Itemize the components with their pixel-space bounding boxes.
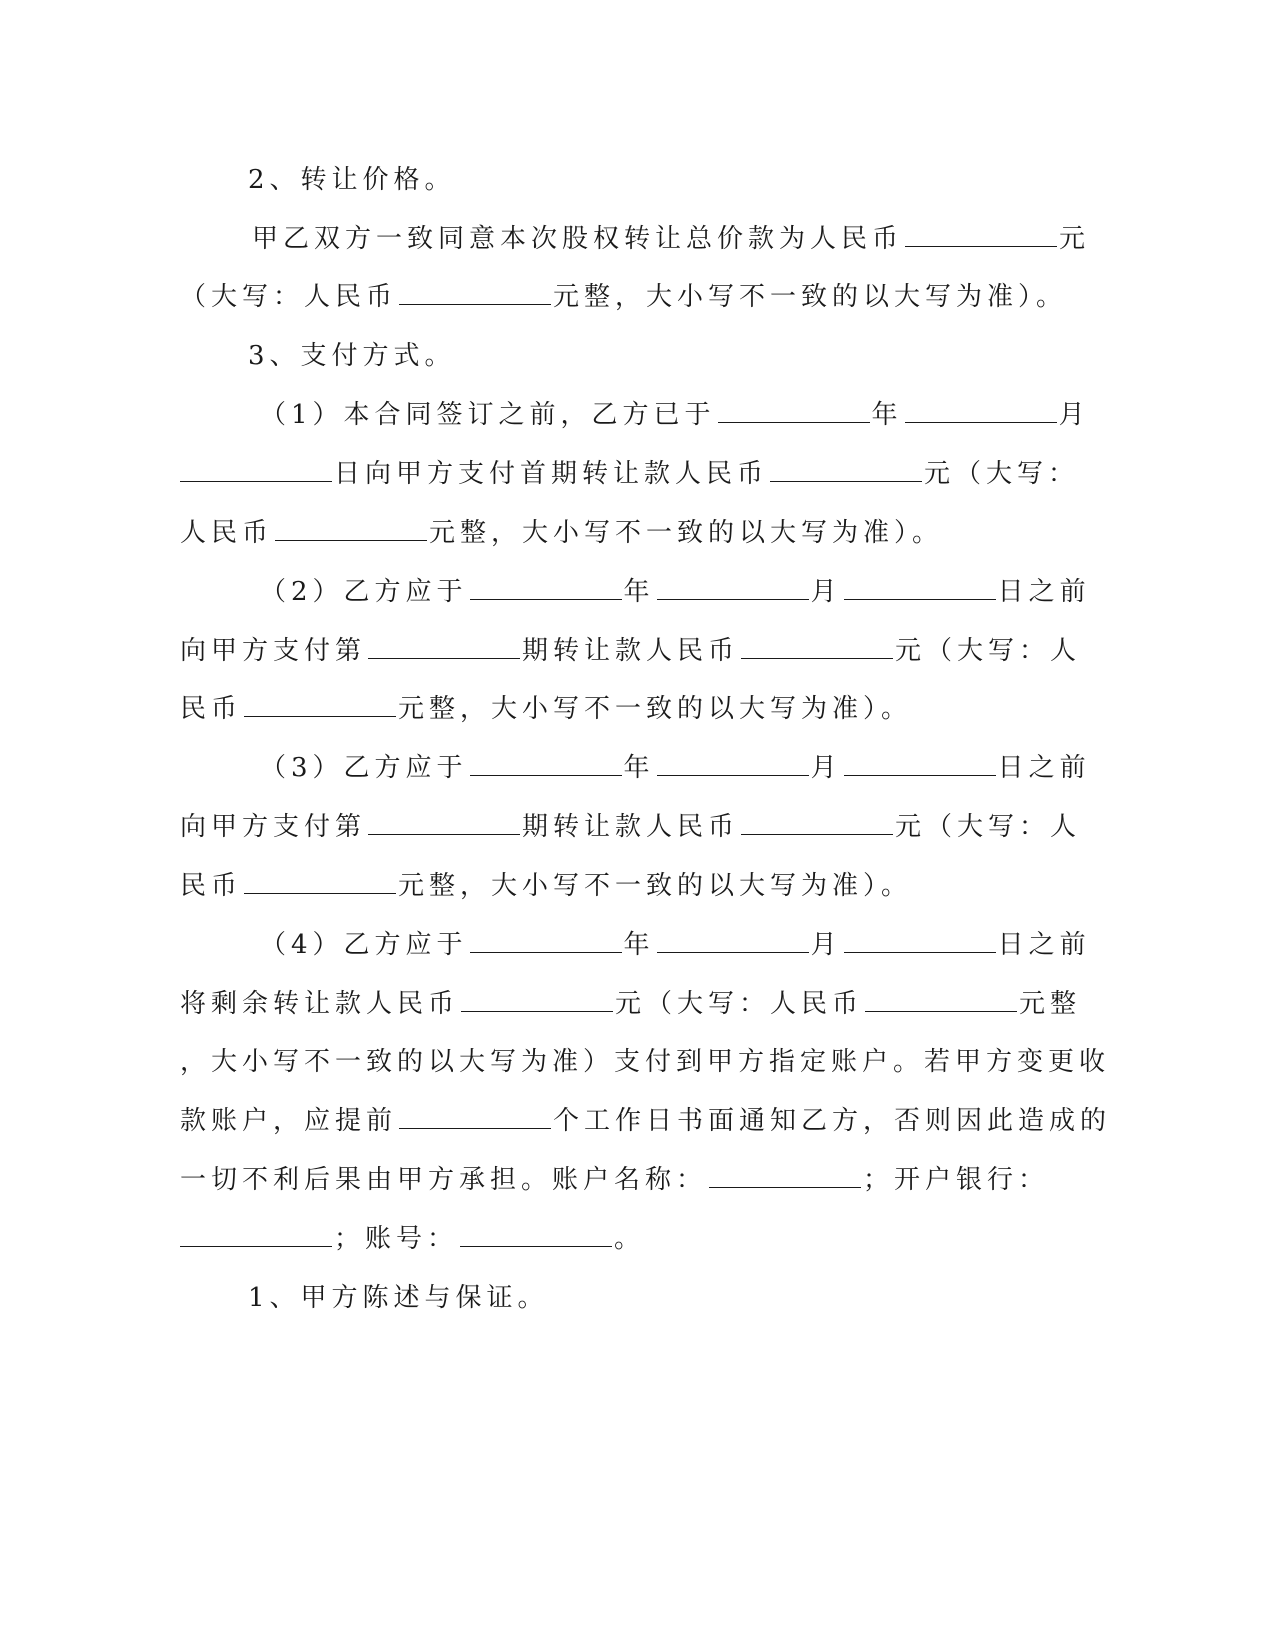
text-segment: 元整，大小写不一致的以大写为准）。: [398, 871, 913, 901]
text-segment: 元: [1059, 224, 1091, 254]
text-segment: 元整，大小写不一致的以大写为准）。: [398, 694, 913, 724]
text-segment: 将剩余转让款人民币: [180, 989, 460, 1019]
text-segment: 年: [623, 930, 655, 960]
amount-words-blank[interactable]: [275, 538, 427, 541]
clause-2-line-1: [260, 572, 1091, 612]
text-segment: （大写：人民币: [180, 282, 398, 312]
text-segment: （2）乙方应于: [260, 577, 468, 607]
text-segment: 月: [810, 930, 842, 960]
clause-4-line-2: [180, 984, 1081, 1024]
text-segment: 一切不利后果由甲方承担。账户名称：: [180, 1165, 708, 1195]
day-blank[interactable]: [844, 773, 996, 776]
heading-text: 3、支付方式。: [248, 341, 456, 371]
text-segment: 日之前: [997, 577, 1091, 607]
text-segment: 元（大写：人民币: [615, 989, 864, 1019]
text-segment: 款账户，应提前: [180, 1106, 398, 1136]
amount-words-blank[interactable]: [399, 302, 551, 305]
text-segment: 月: [810, 577, 842, 607]
clause-4-line-1: [260, 925, 1091, 965]
amount-words-blank[interactable]: [244, 714, 396, 717]
clause-2-line-2: [180, 631, 1081, 671]
clause-4-line-5: [180, 1160, 1049, 1200]
text-segment: 民币: [180, 871, 243, 901]
day-blank[interactable]: [844, 950, 996, 953]
month-blank[interactable]: [905, 420, 1057, 423]
price-paragraph-line-1: [252, 219, 1090, 259]
text-segment: 元整: [1019, 989, 1082, 1019]
amount-blank[interactable]: [770, 479, 922, 482]
clause-4-line-3: [180, 1042, 1110, 1082]
text-segment: 。: [614, 1224, 646, 1254]
account-name-blank[interactable]: [709, 1185, 861, 1188]
text-segment: 元（大写：: [924, 459, 1080, 489]
text-segment: 年: [623, 577, 655, 607]
amount-blank[interactable]: [461, 1009, 613, 1012]
section-heading-transfer-price: [248, 160, 456, 200]
month-blank[interactable]: [657, 773, 809, 776]
clause-1-line-2: [178, 454, 1079, 494]
text-segment: 元（大写：人: [895, 636, 1082, 666]
text-segment: 年: [871, 400, 903, 430]
text-segment: ，大小写不一致的以大写为准）支付到甲方指定账户。若甲方变更收: [180, 1047, 1111, 1077]
year-blank[interactable]: [470, 773, 622, 776]
text-segment: 期转让款人民币: [522, 812, 740, 842]
text-segment: 年: [623, 753, 655, 783]
heading-text: 2、转让价格。: [248, 165, 456, 195]
text-segment: 个工作日书面通知乙方，否则因此造成的: [553, 1106, 1112, 1136]
clause-3-line-2: [180, 807, 1081, 847]
notice-days-blank[interactable]: [399, 1126, 551, 1129]
text-segment: 元整，大小写不一致的以大写为准）。: [429, 518, 944, 548]
day-blank[interactable]: [180, 479, 332, 482]
clause-3-line-1: [260, 748, 1091, 788]
clause-4-line-6: [178, 1219, 645, 1259]
text-segment: 甲乙双方一致同意本次股权转让总价款为人民币: [252, 224, 904, 254]
installment-number-blank[interactable]: [368, 832, 520, 835]
amount-words-blank[interactable]: [244, 891, 396, 894]
clause-2-line-3: [180, 689, 912, 729]
amount-blank[interactable]: [905, 244, 1057, 247]
section-heading-party-a-warranty: [248, 1278, 549, 1318]
clause-4-line-4: [180, 1101, 1111, 1141]
amount-words-blank[interactable]: [865, 1009, 1017, 1012]
year-blank[interactable]: [470, 950, 622, 953]
section-heading-payment-method: [248, 336, 456, 376]
text-segment: （1）本合同签订之前，乙方已于: [260, 400, 716, 430]
text-segment: 向甲方支付第: [180, 636, 367, 666]
text-segment: 向甲方支付第: [180, 812, 367, 842]
text-segment: 日之前: [997, 930, 1091, 960]
text-segment: （4）乙方应于: [260, 930, 468, 960]
price-paragraph-line-2: [180, 277, 1067, 317]
text-segment: 日向甲方支付首期转让款人民币: [334, 459, 769, 489]
month-blank[interactable]: [657, 597, 809, 600]
amount-blank[interactable]: [741, 832, 893, 835]
amount-blank[interactable]: [741, 656, 893, 659]
text-segment: 民币: [180, 694, 243, 724]
text-segment: 期转让款人民币: [522, 636, 740, 666]
year-blank[interactable]: [470, 597, 622, 600]
text-segment: ；开户银行：: [863, 1165, 1050, 1195]
text-segment: 日之前: [997, 753, 1091, 783]
text-segment: 元（大写：人: [895, 812, 1082, 842]
day-blank[interactable]: [844, 597, 996, 600]
month-blank[interactable]: [657, 950, 809, 953]
year-blank[interactable]: [718, 420, 870, 423]
text-segment: ；账号：: [334, 1224, 459, 1254]
clause-1-line-1: [260, 395, 1090, 435]
account-number-blank[interactable]: [460, 1244, 612, 1247]
clause-1-line-3: [180, 513, 943, 553]
text-segment: 月: [1058, 400, 1090, 430]
text-segment: （3）乙方应于: [260, 753, 468, 783]
text-segment: 元整，大小写不一致的以大写为准）。: [553, 282, 1068, 312]
installment-number-blank[interactable]: [368, 656, 520, 659]
heading-text: 1、甲方陈述与保证。: [248, 1283, 549, 1313]
text-segment: 月: [810, 753, 842, 783]
clause-3-line-3: [180, 866, 912, 906]
text-segment: 人民币: [180, 518, 274, 548]
bank-name-blank[interactable]: [180, 1244, 332, 1247]
